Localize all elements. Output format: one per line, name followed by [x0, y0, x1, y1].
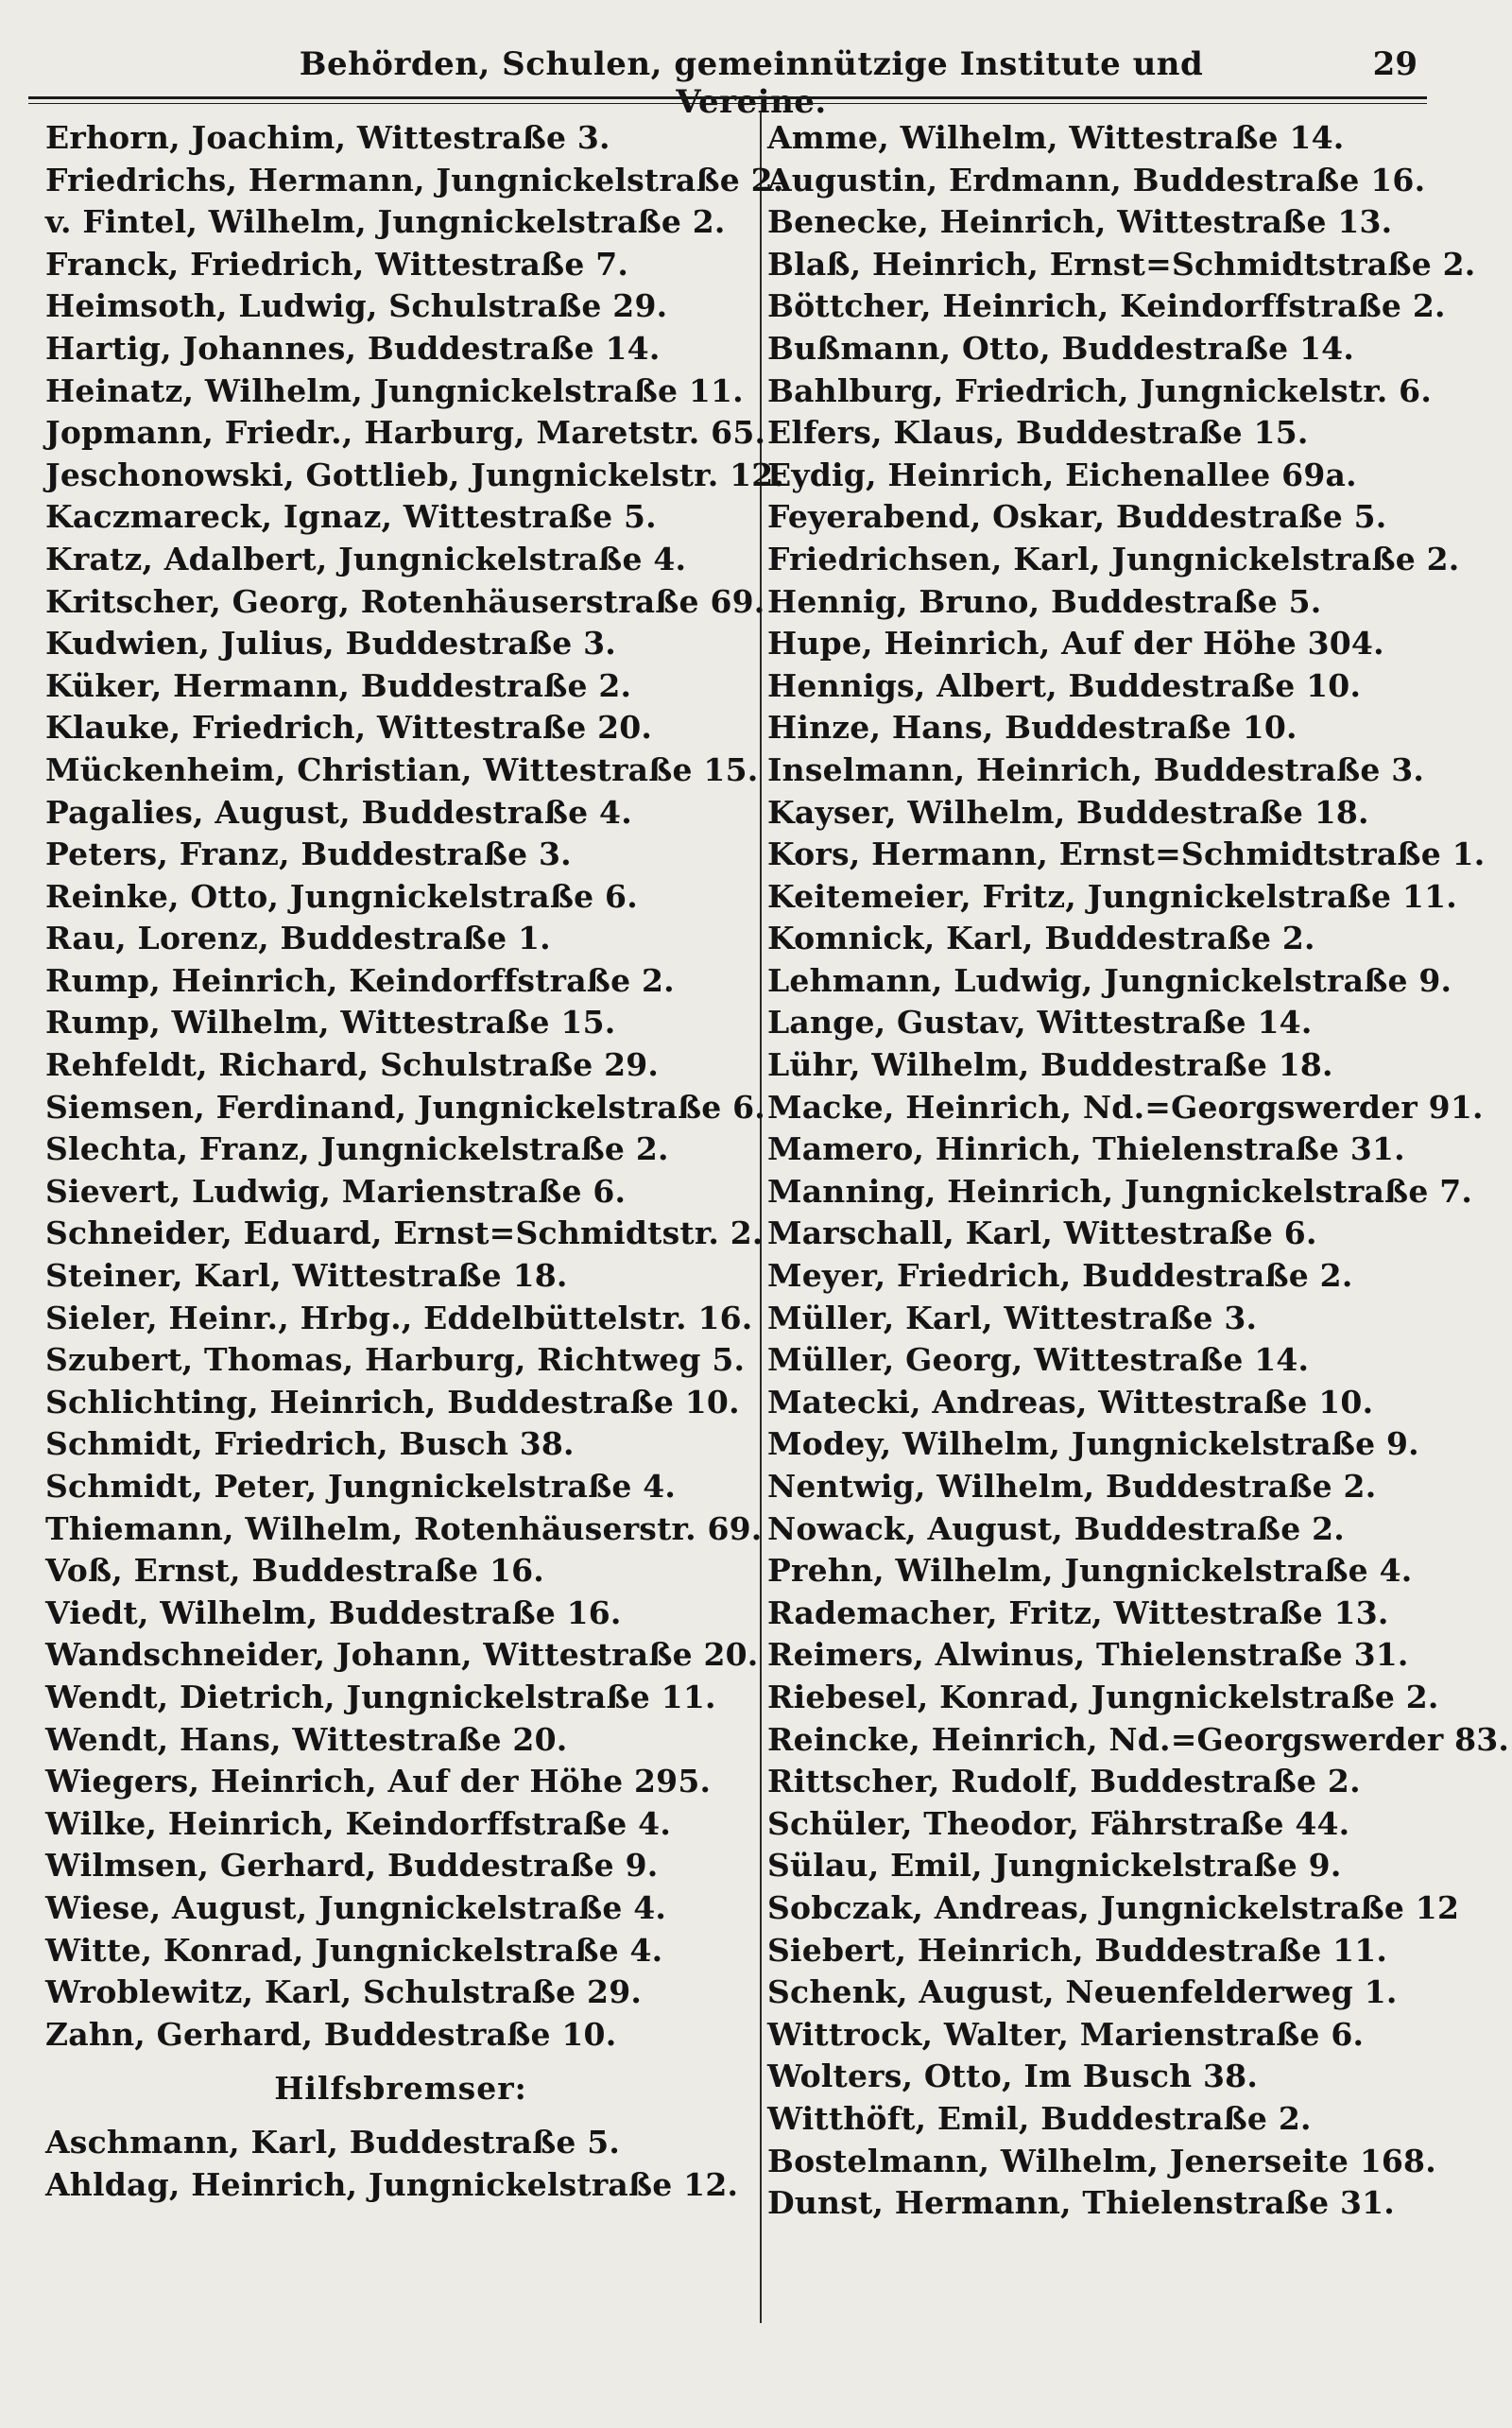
list-item: Inselmann, Heinrich, Buddestraße 3. — [767, 750, 1425, 788]
list-item: Sülau, Emil, Jungnickelstraße 9. — [767, 1847, 1342, 1885]
list-item: Siemsen, Ferdinand, Jungnickelstraße 6. — [45, 1088, 765, 1126]
list-item: Aschmann, Karl, Buddestraße 5. — [45, 2124, 621, 2161]
list-item: Amme, Wilhelm, Wittestraße 14. — [767, 119, 1345, 156]
list-item: Mückenheim, Christian, Wittestraße 15. — [45, 750, 759, 788]
list-item: Ahldag, Heinrich, Jungnickelstraße 12. — [45, 2165, 739, 2203]
list-item: Lehmann, Ludwig, Jungnickelstraße 9. — [767, 961, 1452, 999]
list-item: Müller, Georg, Wittestraße 14. — [767, 1341, 1310, 1379]
page-number: 29 — [1372, 45, 1418, 83]
list-item: Meyer, Friedrich, Buddestraße 2. — [767, 1257, 1353, 1295]
list-item: Siebert, Heinrich, Buddestraße 11. — [767, 1931, 1388, 1969]
list-item: Hartig, Johannes, Buddestraße 14. — [45, 329, 661, 367]
list-item: Marschall, Karl, Wittestraße 6. — [767, 1214, 1317, 1252]
list-item: Wittrock, Walter, Marienstraße 6. — [767, 2015, 1365, 2053]
list-item: Bahlburg, Friedrich, Jungnickelstr. 6. — [767, 371, 1433, 409]
header-rule — [28, 96, 1427, 99]
right-entry-list — [767, 117, 1510, 2225]
list-item: Schmidt, Peter, Jungnickelstraße 4. — [45, 1468, 677, 1505]
list-item: Pagalies, August, Buddestraße 4. — [45, 793, 632, 831]
list-item: Schüler, Theodor, Fährstraße 44. — [767, 1804, 1350, 1842]
list-item: Mamero, Hinrich, Thielenstraße 31. — [767, 1130, 1405, 1168]
list-item: Heinatz, Wilhelm, Jungnickelstraße 11. — [45, 371, 744, 409]
list-item: Hennigs, Albert, Buddestraße 10. — [767, 666, 1362, 704]
list-item: Hupe, Heinrich, Auf der Höhe 304. — [767, 625, 1384, 663]
list-item: Sieler, Heinr., Hrbg., Eddelbüttelstr. 16. — [45, 1299, 753, 1336]
list-item: Rittscher, Rudolf, Buddestraße 2. — [767, 1763, 1361, 1800]
list-item: Wendt, Dietrich, Jungnickelstraße 11. — [45, 1678, 716, 1715]
list-item: Kors, Hermann, Ernst=Schmidtstraße 1. — [767, 835, 1486, 873]
list-item: Steiner, Karl, Wittestraße 18. — [45, 1257, 568, 1295]
list-item: Schenk, August, Neuenfelderweg 1. — [767, 1973, 1398, 2011]
list-item: Kratz, Adalbert, Jungnickelstraße 4. — [45, 540, 687, 577]
list-item: Wolters, Otto, Im Busch 38. — [767, 2058, 1259, 2095]
list-item: Macke, Heinrich, Nd.=Georgswerder 91. — [767, 1088, 1484, 1126]
list-item: Slechta, Franz, Jungnickelstraße 2. — [45, 1130, 669, 1168]
list-item: Reincke, Heinrich, Nd.=Georgswerder 83. — [767, 1720, 1510, 1758]
list-item: Kayser, Wilhelm, Buddestraße 18. — [767, 793, 1369, 831]
left-column — [45, 117, 785, 2207]
list-item: Wiegers, Heinrich, Auf der Höhe 295. — [45, 1763, 712, 1800]
list-item: Bostelmann, Wilhelm, Jenerseite 168. — [767, 2142, 1436, 2179]
list-item: Jopmann, Friedr., Harburg, Maretstr. 65. — [45, 414, 766, 452]
list-item: Dunst, Hermann, Thielenstraße 31. — [767, 2184, 1395, 2222]
list-item: Viedt, Wilhelm, Buddestraße 16. — [45, 1593, 622, 1631]
list-item: Schneider, Eduard, Ernst=Schmidtstr. 2. — [45, 1214, 764, 1252]
list-item: Manning, Heinrich, Jungnickelstraße 7. — [767, 1172, 1473, 1210]
list-item: Hinze, Hans, Buddestraße 10. — [767, 709, 1297, 747]
list-item: Franck, Friedrich, Wittestraße 7. — [45, 245, 629, 283]
list-item: Wilke, Heinrich, Keindorffstraße 4. — [45, 1804, 672, 1842]
list-item: Küker, Hermann, Buddestraße 2. — [45, 666, 632, 704]
list-item: Wroblewitz, Karl, Schulstraße 29. — [45, 1973, 643, 2011]
list-item: Müller, Karl, Wittestraße 3. — [767, 1299, 1258, 1336]
list-item: Thiemann, Wilhelm, Rotenhäuserstr. 69. — [45, 1509, 763, 1547]
list-item: Kritscher, Georg, Rotenhäuserstraße 69. — [45, 582, 765, 620]
list-item: Reinke, Otto, Jungnickelstraße 6. — [45, 877, 638, 915]
list-item: Wiese, August, Jungnickelstraße 4. — [45, 1888, 667, 1926]
list-item: Wilmsen, Gerhard, Buddestraße 9. — [45, 1847, 659, 1885]
list-item: Augustin, Erdmann, Buddestraße 16. — [767, 161, 1426, 198]
list-item: Riebesel, Konrad, Jungnickelstraße 2. — [767, 1678, 1439, 1715]
list-item: Rau, Lorenz, Buddestraße 1. — [45, 920, 551, 957]
list-item: Heimsoth, Ludwig, Schulstraße 29. — [45, 287, 668, 325]
section-heading: Hilfsbremser: — [274, 2070, 527, 2108]
page-header — [57, 45, 1418, 121]
left-entry-list — [45, 117, 785, 2056]
list-item: Wendt, Hans, Wittestraße 20. — [45, 1720, 568, 1758]
list-item: Friedrichsen, Karl, Jungnickelstraße 2. — [767, 540, 1460, 577]
list-item: Feyerabend, Oskar, Buddestraße 5. — [767, 498, 1387, 536]
list-item: Komnick, Karl, Buddestraße 2. — [767, 920, 1315, 957]
list-item: Klauke, Friedrich, Wittestraße 20. — [45, 709, 653, 747]
list-item: Szubert, Thomas, Harburg, Richtweg 5. — [45, 1341, 746, 1379]
list-item: Hennig, Bruno, Buddestraße 5. — [767, 582, 1322, 620]
list-item: Friedrichs, Hermann, Jungnickelstraße 2. — [45, 161, 784, 198]
list-item: Elfers, Klaus, Buddestraße 15. — [767, 414, 1309, 452]
list-item: Jeschonowski, Gottlieb, Jungnickelstr. 12. — [45, 456, 785, 493]
list-item: Benecke, Heinrich, Wittestraße 13. — [767, 203, 1393, 241]
list-item: Sievert, Ludwig, Marienstraße 6. — [45, 1172, 627, 1210]
list-item: Nowack, August, Buddestraße 2. — [767, 1509, 1345, 1547]
list-item: Kaczmareck, Ignaz, Wittestraße 5. — [45, 498, 657, 536]
list-item: Zahn, Gerhard, Buddestraße 10. — [45, 2015, 617, 2053]
section-entry-list — [45, 2122, 756, 2206]
list-item: Nentwig, Wilhelm, Buddestraße 2. — [767, 1468, 1377, 1505]
list-item: Witte, Konrad, Jungnickelstraße 4. — [45, 1931, 663, 1969]
list-item: Lühr, Wilhelm, Buddestraße 18. — [767, 1046, 1333, 1084]
list-item: Prehn, Wilhelm, Jungnickelstraße 4. — [767, 1552, 1413, 1590]
list-item: Witthöft, Emil, Buddestraße 2. — [767, 2099, 1312, 2137]
header-rule-thin — [28, 103, 1427, 104]
list-item: Schlichting, Heinrich, Buddestraße 10. — [45, 1383, 740, 1421]
list-item: Keitemeier, Fritz, Jungnickelstraße 11. — [767, 877, 1457, 915]
list-item: Reimers, Alwinus, Thielenstraße 31. — [767, 1636, 1409, 1674]
list-item: Erhorn, Joachim, Wittestraße 3. — [45, 119, 610, 156]
list-item: Wandschneider, Johann, Wittestraße 20. — [45, 1636, 759, 1674]
list-item: Lange, Gustav, Wittestraße 14. — [767, 1004, 1313, 1042]
list-item: Modey, Wilhelm, Jungnickelstraße 9. — [767, 1425, 1419, 1463]
list-item: Eydig, Heinrich, Eichenallee 69a. — [767, 456, 1357, 493]
list-item: Rademacher, Fritz, Wittestraße 13. — [767, 1593, 1389, 1631]
list-item: Rump, Wilhelm, Wittestraße 15. — [45, 1004, 616, 1042]
list-item: Böttcher, Heinrich, Keindorffstraße 2. — [767, 287, 1446, 325]
list-item: Kudwien, Julius, Buddestraße 3. — [45, 625, 616, 663]
running-head: Behörden, Schulen, gemeinnützige Institute und Vereine. — [299, 45, 1204, 121]
list-item: Bußmann, Otto, Buddestraße 14. — [767, 329, 1355, 367]
list-item: Sobczak, Andreas, Jungnickelstraße 12 — [767, 1888, 1460, 1926]
list-item: Blaß, Heinrich, Ernst=Schmidtstraße 2. — [767, 245, 1476, 283]
right-column — [767, 117, 1510, 2225]
list-item: Peters, Franz, Buddestraße 3. — [45, 835, 572, 873]
list-item: Matecki, Andreas, Wittestraße 10. — [767, 1383, 1374, 1421]
list-item: Rehfeldt, Richard, Schulstraße 29. — [45, 1046, 660, 1084]
list-item: Voß, Ernst, Buddestraße 16. — [45, 1552, 544, 1590]
list-item: v. Fintel, Wilhelm, Jungnickelstraße 2. — [45, 203, 726, 241]
list-item: Schmidt, Friedrich, Busch 38. — [45, 1425, 575, 1463]
list-item: Rump, Heinrich, Keindorffstraße 2. — [45, 961, 675, 999]
